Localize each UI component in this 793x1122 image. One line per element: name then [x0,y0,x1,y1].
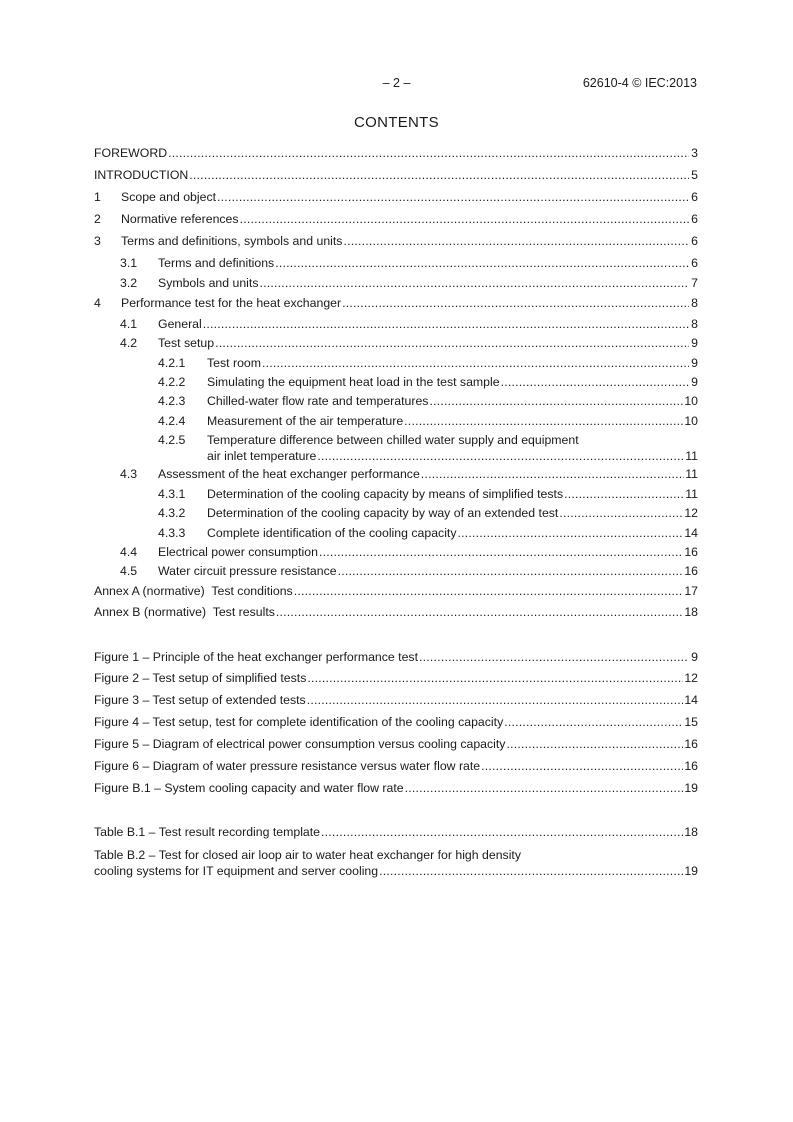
toc-entry-page: 16 [684,564,698,578]
toc-entry-page: 7 [691,276,698,290]
toc-entry-text: Measurement of the air temperature [207,414,404,428]
toc-entry[interactable] [94,583,698,599]
toc-entry-page: 6 [691,234,698,248]
toc-entry-number: 3.1 [120,256,138,270]
toc-entry-page: 6 [691,212,698,226]
toc-entry-number: 4 [94,296,101,310]
toc-entry-number: 4.2.3 [158,394,186,408]
toc-entry[interactable] [94,211,698,227]
toc-entry-text: Symbols and units [158,276,259,290]
toc-entry-text: INTRODUCTION [94,168,189,182]
standard-reference: 62610-4 © IEC:2013 [582,76,697,90]
toc-entry[interactable] [120,335,698,351]
figure-entry[interactable] [94,780,698,796]
toc-entry-page: 9 [691,356,698,370]
page-number: – 2 – [382,76,411,90]
figure-entry-page: 16 [684,737,698,751]
toc-entry[interactable] [158,393,698,409]
table-entry-page: 18 [684,825,698,839]
toc-entry-text: Test setup [158,336,215,350]
toc-entry-text: FOREWORD [94,146,168,160]
toc-entry[interactable] [94,233,698,249]
toc-entry-page: 10 [684,394,698,408]
toc-entry-page: 5 [691,168,698,182]
toc-entry-number: 4.3.2 [158,506,186,520]
toc-entry-text: Test room [207,356,261,370]
toc-entry-text: Complete identification of the cooling capacity [207,526,457,540]
table-entry[interactable] [94,847,698,879]
toc-entry-page: 10 [684,414,698,428]
toc-entry[interactable] [120,563,698,579]
toc-entry[interactable] [158,505,698,521]
toc-entry[interactable] [158,486,698,502]
toc-entry[interactable] [120,466,698,482]
toc-entry-text-line1: Temperature difference between chilled water supply and equipment [207,433,579,447]
figure-entry[interactable] [94,758,698,774]
toc-entry[interactable] [120,275,698,291]
figure-entry-text: Figure 2 – Test setup of simplified tests [94,671,307,685]
figure-entry-page: 9 [691,650,698,664]
toc-entry-page: 3 [691,146,698,160]
figure-entry[interactable] [94,692,698,708]
toc-entry[interactable] [158,355,698,371]
toc-entry[interactable] [158,413,698,429]
toc-entry-text: Simulating the equipment heat load in the test sample [207,375,500,389]
toc-entry[interactable] [94,145,698,161]
toc-entry-page: 8 [691,317,698,331]
contents-title: CONTENTS [354,114,439,131]
toc-entry-text: Chilled-water flow rate and temperatures [207,394,429,408]
toc-entry-page: 12 [684,506,698,520]
toc-entry-number: 4.2.4 [158,414,186,428]
figure-entry[interactable] [94,736,698,752]
toc-entry-text: Terms and definitions [158,256,275,270]
toc-entry-page: 8 [691,296,698,310]
toc-entry-page: 11 [685,467,698,481]
toc-entry-text: Terms and definitions, symbols and units [121,234,343,248]
figure-entry-page: 19 [684,781,698,795]
toc-entry[interactable] [158,525,698,541]
toc-entry-page: 9 [691,375,698,389]
table-entry-text-line1: Table B.2 – Test for closed air loop air to water heat exchanger for high density [94,848,521,862]
toc-entry[interactable] [94,604,698,620]
toc-entry-text: Determination of the cooling capacity by way of an extended test [207,506,559,520]
toc-entry-number: 4.1 [120,317,138,331]
toc-entry[interactable] [158,374,698,390]
figure-entry-text: Figure 6 – Diagram of water pressure resistance versus water flow rate [94,759,481,773]
toc-entry-text: Annex A (normative) Test conditions [94,584,293,598]
toc-entry-text: air inlet temperature [207,449,317,463]
toc-entry-number: 4.2.5 [158,433,186,447]
toc-entry-text: Scope and object [121,190,217,204]
toc-entry-page: 9 [691,336,698,350]
figure-entry[interactable] [94,670,698,686]
figure-entry-page: 14 [684,693,698,707]
toc-entry-number: 1 [94,190,101,204]
toc-entry-number: 4.2 [120,336,138,350]
figure-entry-text: Figure 1 – Principle of the heat exchanger performance test [94,650,419,664]
toc-entry-page: 14 [684,526,698,540]
toc-entry-number: 3.2 [120,276,138,290]
toc-entry-text: General [158,317,202,331]
toc-entry-page: 18 [684,605,698,619]
toc-entry-page: 6 [691,256,698,270]
table-entry-text: cooling systems for IT equipment and server cooling [94,864,379,878]
toc-entry-page: 11 [685,449,698,463]
toc-entry-number: 4.2.2 [158,375,186,389]
table-entry-page: 19 [684,864,698,878]
toc-entry-text: Water circuit pressure resistance [158,564,337,578]
figure-entry-page: 12 [684,671,698,685]
toc-entry[interactable] [120,316,698,332]
figure-entry-page: 16 [684,759,698,773]
toc-entry-page: 11 [685,487,698,501]
toc-entry-number: 4.4 [120,545,138,559]
toc-entry[interactable] [120,544,698,560]
figure-entry-text: Figure 4 – Test setup, test for complete identification of the cooling capacity [94,715,504,729]
figure-entry[interactable] [94,649,698,665]
toc-entry[interactable] [94,167,698,183]
toc-entry-number: 4.3.3 [158,526,186,540]
toc-entry-number: 4.3 [120,467,138,481]
toc-entry-number: 4.5 [120,564,138,578]
toc-entry-page: 6 [691,190,698,204]
toc-entry-number: 3 [94,234,101,248]
toc-entry-text: Annex B (normative) Test results [94,605,275,619]
toc-entry-text: Normative references [121,212,239,226]
figure-entry-page: 15 [684,715,698,729]
toc-entry-page: 17 [684,584,698,598]
toc-entry-text: Determination of the cooling capacity by means of simplified tests [207,487,564,501]
toc-entry[interactable] [94,295,698,311]
toc-entry-text: Performance test for the heat exchanger [121,296,342,310]
table-entry[interactable] [94,824,698,840]
toc-entry-text: Electrical power consumption [158,545,318,559]
figure-entry-text: Figure 3 – Test setup of extended tests [94,693,306,707]
figure-entry-text: Figure 5 – Diagram of electrical power consumption versus cooling capacity [94,737,506,751]
figure-entry-text: Figure B.1 – System cooling capacity and water flow rate [94,781,404,795]
toc-entry[interactable] [94,189,698,205]
toc-entry-number: 4.3.1 [158,487,186,501]
toc-entry[interactable] [120,255,698,271]
table-entry-text: Table B.1 – Test result recording template [94,825,321,839]
figure-entry[interactable] [94,714,698,730]
toc-entry-number: 2 [94,212,101,226]
toc-entry[interactable] [158,432,698,464]
toc-entry-page: 16 [684,545,698,559]
toc-entry-text: Assessment of the heat exchanger performance [158,467,420,481]
toc-entry-number: 4.2.1 [158,356,186,370]
